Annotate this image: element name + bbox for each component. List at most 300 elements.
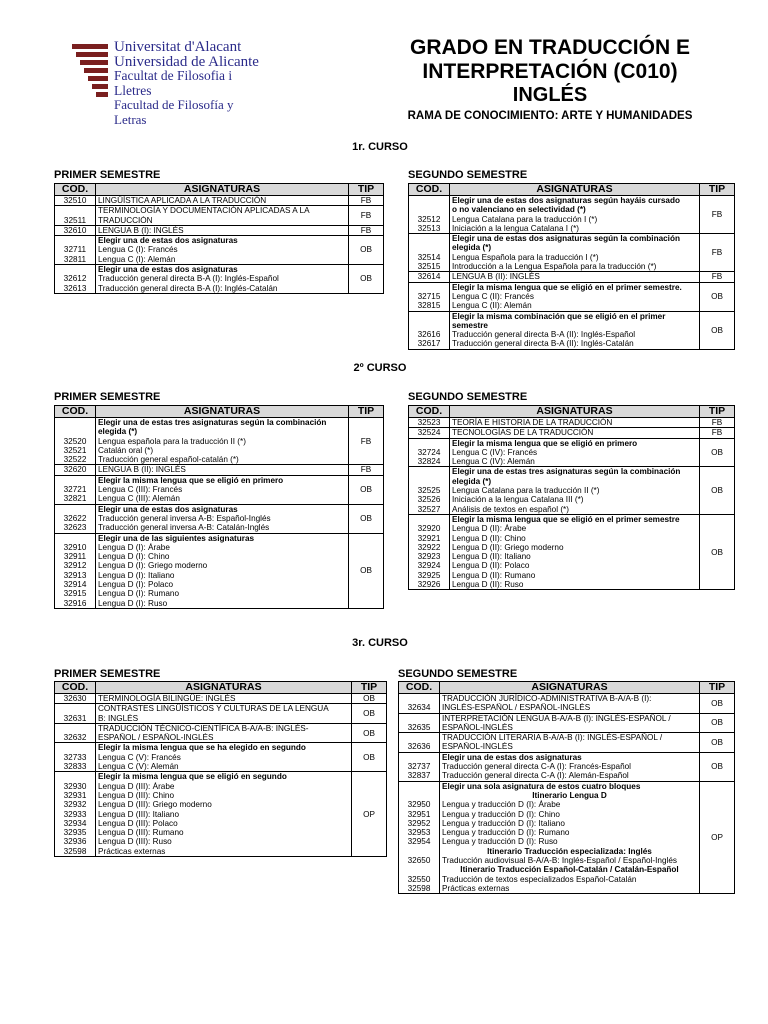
subject-name: Lengua y traducción D (I): Ruso (442, 837, 558, 847)
subject-code: 32921 (417, 533, 441, 543)
column-header-asig: ASIGNATURAS (96, 184, 349, 196)
subject-cell (96, 772, 352, 857)
subject-code (401, 782, 437, 791)
subject-code-cell (55, 418, 96, 465)
subject-type: FB (700, 234, 735, 272)
column-header-asig: ASIGNATURAS (96, 682, 352, 694)
segundo-semestre-label: SEGUNDO SEMESTRE (398, 668, 518, 680)
subject-name: Elegir la misma combinación que se eligió en el primer (452, 311, 666, 321)
subject-name: Lengua D (II): Chino (452, 533, 526, 543)
subjects-table-primer (54, 681, 387, 857)
subject-cell (96, 196, 349, 206)
subject-code-cell (55, 475, 96, 504)
subject-name: ESPAÑOL-INGLÉS (442, 742, 513, 752)
subject-code: 32932 (63, 800, 87, 810)
column-header-tip: TIP (352, 682, 387, 694)
subject-code: 32522 (63, 455, 87, 465)
subject-code: 32635 (407, 722, 431, 732)
table-row (55, 265, 384, 294)
subject-cell (96, 265, 349, 294)
subject-code-cell (55, 704, 96, 724)
subject-name: Lengua Española para la traducción I (*) (452, 252, 599, 262)
subject-type: OP (352, 772, 387, 857)
subject-code: 32632 (63, 733, 87, 743)
subject-code (57, 505, 93, 514)
subject-name: Lengua D (I): Polaco (98, 580, 174, 590)
curso-title: 3r. CURSO (352, 637, 408, 649)
subject-code: 32950 (407, 800, 431, 810)
subject-code (57, 236, 93, 245)
subject-code: 32721 (63, 485, 87, 495)
subject-code: 32521 (63, 445, 87, 455)
subject-code: 32953 (407, 828, 431, 838)
subject-name: Itinerario Traducción especializada: Inglés (487, 846, 652, 856)
subject-code-cell (399, 733, 440, 753)
subject-code: 32833 (63, 762, 87, 772)
subject-type: OB (700, 438, 735, 467)
subject-name: Lengua D (III): Rumano (98, 828, 184, 838)
subject-code-cell (399, 752, 440, 781)
subject-type: FB (349, 196, 384, 206)
subject-name: Lengua C (III): Alemán (98, 494, 180, 504)
subject-code: 32634 (407, 703, 431, 713)
column-header-cod: COD. (409, 184, 450, 196)
column-header-asig: ASIGNATURAS (96, 406, 349, 418)
subject-code: 32598 (63, 846, 87, 856)
subject-type: OB (349, 533, 384, 608)
subject-name: Itinerario Lengua D (532, 790, 607, 800)
subject-code-cell (55, 772, 96, 857)
subject-code-cell (55, 236, 96, 265)
subject-code: 32598 (407, 883, 431, 893)
subject-code-cell (55, 723, 96, 743)
subject-cell (450, 272, 700, 282)
column-header-cod: COD. (399, 682, 440, 694)
subject-name: Elegir la misma lengua que se eligió en primero (98, 475, 284, 485)
subject-code: 32920 (417, 524, 441, 534)
column-header-cod: COD. (409, 406, 450, 418)
segundo-semestre-label: SEGUNDO SEMESTRE (408, 391, 528, 403)
subject-name: Lengua y traducción D (I): Árabe (442, 800, 561, 810)
subject-code: 32515 (417, 262, 441, 272)
subject-code (57, 476, 93, 485)
column-header-tip: TIP (700, 682, 735, 694)
subject-type: FB (349, 465, 384, 475)
subject-cell (96, 475, 349, 504)
subject-name: INGLÉS-ESPAÑOL / ESPAÑOL-INGLÉS (442, 703, 591, 713)
subject-name: TRADUCCIÓN (98, 215, 153, 225)
subject-code-cell (409, 418, 450, 428)
segundo-semestre-label: SEGUNDO SEMESTRE (408, 169, 528, 181)
subject-cell (96, 418, 349, 465)
subject-name: Lengua y traducción D (I): Rumano (442, 828, 570, 838)
subject-name: Prácticas externas (98, 846, 166, 856)
subject-name: Traducción audiovisual B-A/A-B: Inglés-Español / Español-Inglés (442, 856, 677, 866)
subject-name: Elegir una sola asignatura de estos cuatro bloques (442, 781, 641, 791)
subject-code: 32914 (63, 580, 87, 590)
subject-name: TERMINOLOGÍA BILINGÜE: INGLÉS (98, 694, 236, 703)
subject-code (411, 477, 447, 486)
subject-name: Elegir una de estas dos asignaturas (98, 265, 238, 275)
subject-code-cell (399, 781, 440, 894)
subject-type: OB (700, 733, 735, 753)
subject-code: 32926 (417, 580, 441, 590)
table-row (399, 713, 735, 733)
subject-type: FB (349, 418, 384, 465)
subject-code: 32612 (63, 274, 87, 284)
subject-code (411, 439, 447, 448)
subject-code-cell (55, 465, 96, 475)
subject-code: 32527 (417, 504, 441, 514)
subject-name: Iniciación a la lengua Catalana I (*) (452, 223, 579, 233)
subject-name: Lengua C (IV): Alemán (452, 457, 535, 467)
subject-type: OB (700, 282, 735, 311)
table-row (55, 704, 387, 724)
subject-name: Lengua D (II): Polaco (452, 561, 530, 571)
logo-line-3: Facultat de Filosofia i Lletres (114, 68, 233, 98)
table-row (399, 733, 735, 753)
subject-name: Elegir la misma lengua que se ha elegido en segundo (98, 743, 306, 753)
column-header-tip: TIP (700, 406, 735, 418)
subject-name: Traducción general directa B-A (I): Inglés-Español (98, 274, 279, 284)
subject-cell (450, 196, 700, 234)
subject-code: 32613 (63, 283, 87, 293)
table-row (55, 206, 384, 226)
subject-type: OB (700, 694, 735, 714)
title-line-2: INTERPRETACIÓN (C010) (422, 60, 678, 83)
subject-code (57, 743, 93, 752)
table-row (409, 418, 735, 428)
subject-name: Elegir una de las siguientes asignaturas (98, 533, 255, 543)
subject-name: Lengua y traducción D (I): Italiano (442, 818, 565, 828)
subject-cell (450, 514, 700, 589)
subject-code (57, 427, 93, 436)
subject-code: 32911 (63, 552, 87, 562)
subject-code-cell (55, 533, 96, 608)
subject-code: 32614 (417, 272, 441, 282)
subject-code: 32631 (63, 713, 87, 723)
subject-code (401, 733, 437, 742)
subject-code (411, 243, 447, 252)
subject-code-cell (55, 206, 96, 226)
subject-code: 32824 (417, 457, 441, 467)
subject-code: 32513 (417, 223, 441, 233)
subject-name: Lengua D (III): Italiano (98, 809, 180, 819)
table-row (55, 694, 387, 704)
subject-code: 32931 (63, 790, 87, 800)
subject-name: Catalán oral (*) (98, 445, 154, 455)
table-row (55, 772, 387, 857)
subject-name: Lengua C (III): Francés (98, 485, 183, 495)
subject-name: Lengua C (II): Francés (452, 291, 534, 301)
subject-name: Elegir una de estas tres asignaturas según la combinación (452, 467, 681, 477)
subject-type: FB (349, 206, 384, 226)
subject-name: Lengua D (III): Ruso (98, 837, 172, 847)
subject-code-cell (399, 713, 440, 733)
subject-cell (440, 781, 700, 894)
subject-code-cell (55, 694, 96, 704)
subject-cell (96, 206, 349, 226)
subject-code: 32837 (407, 771, 431, 781)
subject-code-cell (409, 234, 450, 272)
subject-code-cell (409, 282, 450, 311)
subject-code: 32524 (417, 428, 441, 438)
subject-name: o no valenciano en selectividad (*) (452, 205, 586, 215)
subject-name: Lengua D (I): Árabe (98, 542, 170, 552)
subject-code-cell (409, 514, 450, 589)
subject-code (411, 283, 447, 292)
subject-type: OB (352, 704, 387, 724)
page-subtitle: INGLÉS (512, 84, 588, 106)
subject-name: ESPAÑOL / ESPAÑOL-INGLÉS (98, 733, 214, 743)
subject-code: 32636 (407, 742, 431, 752)
subject-code (401, 694, 437, 703)
subject-code: 32724 (417, 447, 441, 457)
subject-code: 32923 (417, 552, 441, 562)
table-row (55, 743, 387, 772)
subject-cell (96, 694, 352, 704)
subject-name: Lengua D (II): Italiano (452, 552, 531, 562)
table-row (409, 311, 735, 349)
subject-code (411, 196, 447, 205)
subject-code (57, 418, 93, 427)
subject-name: Traducción general directa C-A (I): Francés-Español (442, 762, 631, 772)
subject-name: Lengua D (III): Chino (98, 790, 175, 800)
subject-cell (450, 282, 700, 311)
table-row (55, 723, 387, 743)
subject-code-cell (409, 272, 450, 282)
subject-name: Lengua D (III): Polaco (98, 818, 178, 828)
table-row (409, 272, 735, 282)
subject-code-cell (55, 504, 96, 533)
subject-type: FB (700, 428, 735, 438)
subject-name: B: INGLÉS (98, 713, 139, 723)
subject-name: TEORÍA E HISTORIA DE LA TRADUCCIÓN (452, 418, 613, 427)
subject-code: 32954 (407, 837, 431, 847)
table-row (55, 465, 384, 475)
subject-name: semestre (452, 320, 488, 330)
subject-name: elegida (*) (98, 427, 138, 437)
subject-code: 32811 (63, 254, 87, 264)
subject-code: 32523 (417, 418, 441, 427)
column-header-cod: COD. (55, 406, 96, 418)
subject-name: Lengua D (I): Chino (98, 552, 170, 562)
subject-name: Lengua D (II): Árabe (452, 524, 527, 534)
subject-code (57, 772, 93, 781)
curso-title: 2º CURSO (353, 362, 407, 374)
logo-line-2: Universidad de Alicante (114, 53, 259, 70)
subject-name: Elegir una de estas dos asignaturas según la combinación (452, 234, 680, 244)
logo-line-4: Facultad de Filosofía y Letras (114, 97, 234, 127)
subject-name: Lengua C (V): Francés (98, 752, 181, 762)
subject-code-cell (409, 428, 450, 438)
subject-code (411, 467, 447, 476)
subject-type: OB (349, 504, 384, 533)
subject-code: 32936 (63, 837, 87, 847)
subject-type: FB (700, 196, 735, 234)
subject-code-cell (55, 196, 96, 206)
subject-cell (96, 465, 349, 475)
subject-code: 32650 (407, 856, 431, 866)
subject-code: 32935 (63, 828, 87, 838)
subject-name: Lengua D (II): Ruso (452, 580, 524, 590)
logo-line-1: Universitat d'Alacant (114, 39, 242, 55)
subject-name: Lengua D (II): Rumano (452, 570, 536, 580)
subject-name: CONTRASTES LINGÜÍSTICOS Y CULTURAS DE LA LENGUA (98, 704, 329, 714)
subject-name: Lengua y traducción D (I): Chino (442, 809, 560, 819)
subject-name: Itinerario Traducción Español-Catalán / Catalán-Español (460, 865, 679, 875)
primer-semestre-label: PRIMER SEMESTRE (54, 391, 161, 403)
table-row (55, 533, 384, 608)
subject-code: 32617 (417, 339, 441, 349)
subject-code: 32511 (63, 215, 87, 225)
subject-name: Lengua D (I): Rumano (98, 589, 180, 599)
subject-code (57, 534, 93, 543)
table-row (399, 694, 735, 714)
subject-name: elegida (*) (452, 243, 492, 253)
column-header-tip: TIP (349, 184, 384, 196)
subject-name: Lengua española para la traducción II (*) (98, 436, 246, 446)
subject-name: LENGUA B (II): INGLÉS (98, 465, 186, 475)
subject-type: OB (349, 475, 384, 504)
subject-cell (440, 733, 700, 753)
subject-name: Elegir la misma lengua que se eligió en el primer semestre (452, 514, 680, 524)
subject-code: 32520 (63, 436, 87, 446)
table-row (55, 196, 384, 206)
subject-code: 32733 (63, 752, 87, 762)
subjects-table-primer (54, 183, 384, 294)
subject-type: FB (700, 272, 735, 282)
subject-code: 32622 (63, 513, 87, 523)
subject-code-cell (409, 467, 450, 514)
table-row (55, 475, 384, 504)
subject-code (411, 321, 447, 330)
column-header-tip: TIP (349, 406, 384, 418)
subject-cell (96, 504, 349, 533)
subject-cell (450, 428, 700, 438)
subjects-table-segundo (408, 405, 735, 590)
subject-code: 32610 (63, 225, 87, 235)
subject-code: 32913 (63, 570, 87, 580)
subject-code: 32711 (63, 245, 87, 255)
subject-type: FB (700, 418, 735, 428)
subject-type: OB (700, 752, 735, 781)
subject-code: 32915 (63, 589, 87, 599)
rama-conocimiento: RAMA DE CONOCIMIENTO: ARTE Y HUMANIDADES (407, 110, 693, 122)
subject-code: 32512 (417, 214, 441, 224)
subject-name: TERMINOLOGÍA Y DOCUMENTACIÓN APLICADAS A LA (98, 206, 310, 216)
subject-name: Lengua D (III): Griego moderno (98, 800, 212, 810)
subject-name: Lengua D (I): Ruso (98, 598, 168, 608)
subject-code-cell (55, 265, 96, 294)
subject-cell (450, 467, 700, 514)
subject-name: LINGÜÍSTICA APLICADA A LA TRADUCCIÓN (98, 196, 267, 205)
subject-code: 32912 (63, 561, 87, 571)
subject-name: ESPAÑOL-INGLÉS (442, 722, 513, 732)
subject-code (411, 312, 447, 321)
column-header-cod: COD. (55, 184, 96, 196)
subject-code: 32630 (63, 694, 87, 703)
subject-name: Lengua Catalana para la traducción II (*) (452, 486, 600, 496)
subject-name: Lengua C (IV): Francés (452, 447, 538, 457)
subject-name: Elegir la misma lengua que se eligió en el primer semestre. (452, 282, 682, 292)
subject-type: OB (700, 514, 735, 589)
subject-type: OB (700, 311, 735, 349)
subject-code: 32952 (407, 818, 431, 828)
column-header-cod: COD. (55, 682, 96, 694)
page-title (380, 36, 720, 84)
subject-type: OB (700, 467, 735, 514)
table-row (409, 467, 735, 514)
subject-name: Elegir una de estas tres asignaturas según la combinación (98, 418, 327, 427)
subject-name: elegida (*) (452, 476, 492, 486)
subject-name: Traducción general directa C-A (I): Alemán-Español (442, 771, 629, 781)
subject-cell (450, 234, 700, 272)
subject-code: 32525 (417, 486, 441, 496)
curso-title: 1r. CURSO (352, 141, 408, 153)
subject-name: Elegir una de estas dos asignaturas (98, 504, 238, 514)
subject-type: OB (352, 743, 387, 772)
subject-cell (450, 311, 700, 349)
subject-name: Lengua C (I): Alemán (98, 254, 176, 264)
subject-code (411, 515, 447, 524)
subject-name: Lengua Catalana para la traducción I (*) (452, 214, 598, 224)
university-logo (72, 39, 262, 127)
subject-cell (96, 704, 352, 724)
table-row (399, 752, 735, 781)
subject-cell (450, 418, 700, 428)
subject-name: Prácticas externas (442, 883, 510, 893)
subject-code: 32922 (417, 542, 441, 552)
subject-name: LENGUA B (I): INGLÉS (98, 225, 184, 235)
subject-name: Traducción general inversa A-B: Español-Inglés (98, 513, 271, 523)
subject-name: Lengua D (I): Griego moderno (98, 561, 208, 571)
table-row (409, 234, 735, 272)
subject-name: Elegir una de estas dos asignaturas (442, 752, 582, 762)
subject-name: Análisis de textos en español (*) (452, 504, 569, 514)
subject-name: Traducción general directa B-A (II): Inglés-Catalán (452, 339, 634, 349)
subject-type: OP (700, 781, 735, 894)
subject-code: 32526 (417, 495, 441, 505)
subject-code: 32821 (63, 494, 87, 504)
subject-code: 32934 (63, 818, 87, 828)
subject-type: OB (700, 713, 735, 733)
subject-type: OB (352, 723, 387, 743)
subject-code: 32910 (63, 542, 87, 552)
primer-semestre-label: PRIMER SEMESTRE (54, 668, 161, 680)
subject-name: Traducción general directa B-A (II): Inglés-Español (452, 330, 636, 340)
table-row (399, 781, 735, 894)
subject-code: 32815 (417, 301, 441, 311)
subjects-table-primer (54, 405, 384, 609)
subject-type: OB (349, 236, 384, 265)
subject-code (411, 205, 447, 214)
subject-name: Elegir una de estas dos asignaturas según hayáis cursado (452, 196, 680, 205)
subject-code-cell (399, 694, 440, 714)
table-row (409, 438, 735, 467)
subject-name: Lengua C (V): Alemán (98, 762, 179, 772)
subject-code (411, 234, 447, 243)
subject-name: Lengua C (I): Francés (98, 245, 178, 255)
subject-code (401, 714, 437, 723)
subject-code (401, 847, 437, 856)
subject-code (401, 791, 437, 800)
subject-code: 32924 (417, 561, 441, 571)
subject-name: Introducción a la Lengua Española para la traducción (*) (452, 262, 657, 272)
subject-code (57, 724, 93, 733)
subject-cell (96, 533, 349, 608)
subject-code: 32933 (63, 809, 87, 819)
